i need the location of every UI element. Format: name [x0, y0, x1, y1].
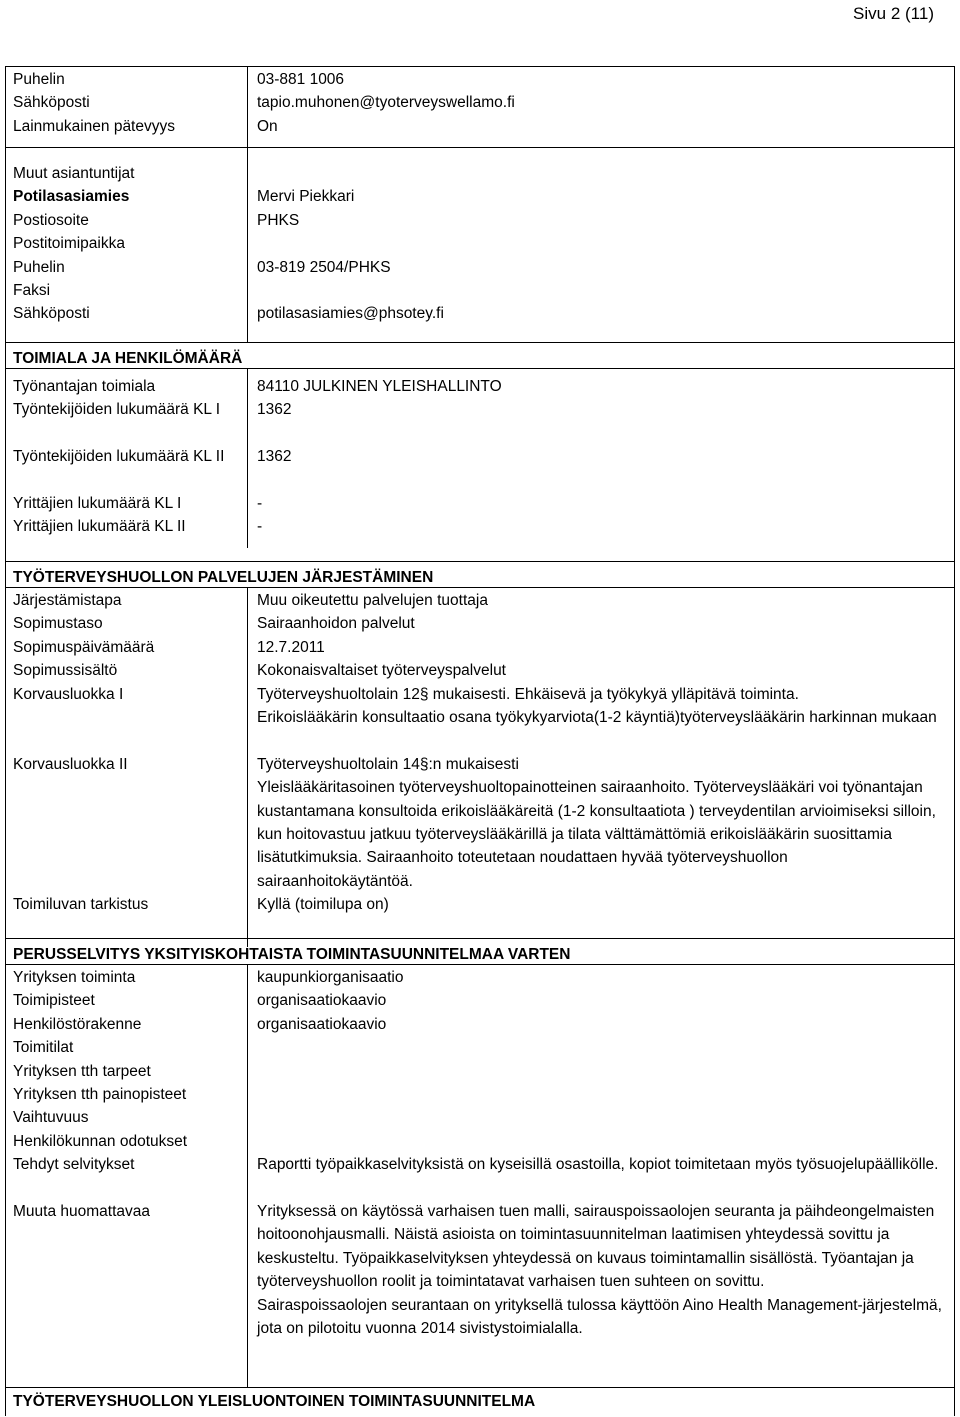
employees-kl1-label: Työntekijöiden lukumäärä KL I	[13, 401, 221, 419]
arrangement-method-label: Järjestämistapa	[13, 592, 122, 609]
survey-section	[6, 964, 954, 1387]
page-number: Sivu 2 (11)	[853, 4, 934, 23]
contract-content-label: Sopimussisältö	[13, 662, 118, 680]
contract-level-label: Sopimustaso	[13, 615, 103, 633]
staff-expectations-label: Henkilökunnan odotukset	[13, 1132, 188, 1150]
experts-email-label: Sähköposti	[13, 305, 90, 323]
experts-phone-label: Puhelin	[13, 258, 65, 276]
contact-email-value: tapio.muhonen@tyoterveyswellamo.fi	[257, 94, 515, 112]
arrangement-section	[6, 587, 954, 947]
locations-value: organisaatiokaavio	[257, 992, 387, 1010]
compensation-class-1-value: Työterveyshuoltolain 12§ mukaisesti. Ehkäisevä ja työkykyä ylläpitävä toiminta. Erikoislääkärin konsultaatio osana työkykyarviota(1-2 käyntiä)työterveyslääkärin harkinnan mukaan	[257, 685, 937, 726]
industry-section	[6, 368, 954, 548]
arrangement-title-row	[6, 561, 954, 587]
oh-priorities-label: Yrityksen tth painopisteet	[13, 1085, 187, 1103]
plan-section-title: TYÖTERVEYSHUOLLON YLEISLUONTOINEN TOIMINTASUUNNITELMA	[13, 1393, 536, 1410]
industry-section-title: TOIMIALA JA HENKILÖMÄÄRÄ	[13, 350, 243, 367]
arrangement-section-title: TYÖTERVEYSHUOLLON PALVELUJEN JÄRJESTÄMINEN	[13, 569, 434, 586]
employer-industry-value: 84110 JULKINEN YLEISHALLINTO	[257, 378, 502, 395]
other-notes-label: Muuta huomattavaa	[13, 1202, 151, 1220]
employees-kl2-value: 1362	[257, 448, 292, 466]
staff-structure-value: organisaatiokaavio	[257, 1015, 387, 1033]
entrepreneurs-kl1-value: -	[257, 494, 263, 512]
survey-title-row	[6, 938, 954, 964]
arrangement-method-value: Muu oikeutettu palvelujen tuottaja	[257, 592, 488, 609]
company-activity-value: kaupunkiorganisaatio	[257, 969, 404, 986]
survey-section-title: PERUSSELVITYS YKSITYISKOHTAISTA TOIMINTASUUNNITELMAA VARTEN	[13, 946, 571, 963]
contract-content-value: Kokonaisvaltaiset työterveyspalvelut	[257, 662, 506, 680]
premises-label: Toimitilat	[13, 1039, 74, 1057]
experts-heading: Muut asiantuntijat	[13, 165, 135, 182]
oh-needs-label: Yrityksen tth tarpeet	[13, 1062, 151, 1080]
contract-level-value: Sairaanhoidon palvelut	[257, 615, 415, 633]
experts-section	[6, 147, 954, 342]
company-activity-label: Yrityksen toiminta	[13, 969, 136, 986]
patient-ombudsman-label: Potilasasiamies	[13, 188, 130, 206]
document-table	[5, 66, 955, 1416]
contact-qualification-label: Lainmukainen pätevyys	[13, 117, 175, 135]
staff-structure-label: Henkilöstörakenne	[13, 1015, 142, 1033]
entrepreneurs-kl1-label: Yrittäjien lukumäärä KL I	[13, 494, 182, 512]
contract-date-value: 12.7.2011	[257, 638, 325, 656]
compensation-class-1-label: Korvausluokka I	[13, 685, 124, 703]
experts-email-value: potilasasiamies@phsotey.fi	[257, 305, 444, 323]
fax-label: Faksi	[13, 281, 51, 299]
compensation-class-2-label: Korvausluokka II	[13, 755, 128, 773]
contact-qualification-value: On	[257, 117, 278, 135]
completed-surveys-value: Raportti työpaikkaselvityksistä on kyseisillä osastoilla, kopiot toimitetaan myös työsuojelupäällikölle.	[257, 1156, 939, 1174]
entrepreneurs-kl2-label: Yrittäjien lukumäärä KL II	[13, 518, 186, 536]
contract-date-label: Sopimuspäivämäärä	[13, 638, 155, 656]
post-office-label: Postitoimipaikka	[13, 235, 125, 253]
compensation-class-2-value: Työterveyshuoltolain 14§:n mukaisesti Yleislääkäritasoinen työterveyshuoltopainotteinen sairaanhoito. Työterveyslääkäri voi työnantajan kustantamana konsultoida erikoislääkäreitä (1-2 konsultaatiota ) terveydentilan arvioimiseksi silloin, kun hoitovastuu jatkuu työterveyslääkärillä ja tilata välttämättömiä erikoislääkärin suosittamia lisätutkimuksia. Sairaanhoito toteutetaan noudattaen hyvää työterveyshuollon sairaanhoitokäytäntöä.	[257, 755, 936, 890]
industry-title-row	[6, 342, 954, 368]
postal-address-label: Postiosoite	[13, 211, 89, 229]
entrepreneurs-kl2-value: -	[257, 518, 263, 536]
turnover-label: Vaihtuvuus	[13, 1109, 89, 1127]
postal-address-value: PHKS	[257, 211, 300, 229]
license-check-value: Kyllä (toimilupa on)	[257, 896, 389, 914]
employees-kl2-label: Työntekijöiden lukumäärä KL II	[13, 448, 225, 466]
license-check-label: Toimiluvan tarkistus	[13, 896, 149, 914]
experts-phone-value: 03-819 2504/PHKS	[257, 258, 391, 276]
contact-phone-value: 03-881 1006	[257, 71, 345, 88]
employees-kl1-value: 1362	[257, 401, 292, 419]
locations-label: Toimipisteet	[13, 992, 95, 1010]
completed-surveys-label: Tehdyt selvitykset	[13, 1156, 135, 1174]
other-notes-value: Yrityksessä on käytössä varhaisen tuen malli, sairauspoissaolojen seuranta ja päihdeongelmaisten hoitoonohjausmalli. Näistä asioista on toimintasuunnitelman laatimisen yhteydessä sovittu ja keskusteltu. Työpaikkaselvityksen yhteydessä on kuvaus toimintamallin sisällöstä. Työantajan ja työterveyshuollon roolit ja toimintatavat varhaisen tuen suhteen on sovittu. Sairaspoissaolojen seurantaan on yrityksellä tulossa käyttöön Aino Health Management-järjestelmä, jota on pilotoitu vuonna 2014 sivistystoimialalla.	[257, 1202, 942, 1337]
contact-section	[6, 67, 954, 147]
plan-title-row	[6, 1387, 954, 1417]
patient-ombudsman-value: Mervi Piekkari	[257, 188, 355, 206]
employer-industry-label: Työnantajan toimiala	[13, 378, 156, 395]
contact-phone-label: Puhelin	[13, 71, 65, 88]
contact-email-label: Sähköposti	[13, 94, 90, 112]
